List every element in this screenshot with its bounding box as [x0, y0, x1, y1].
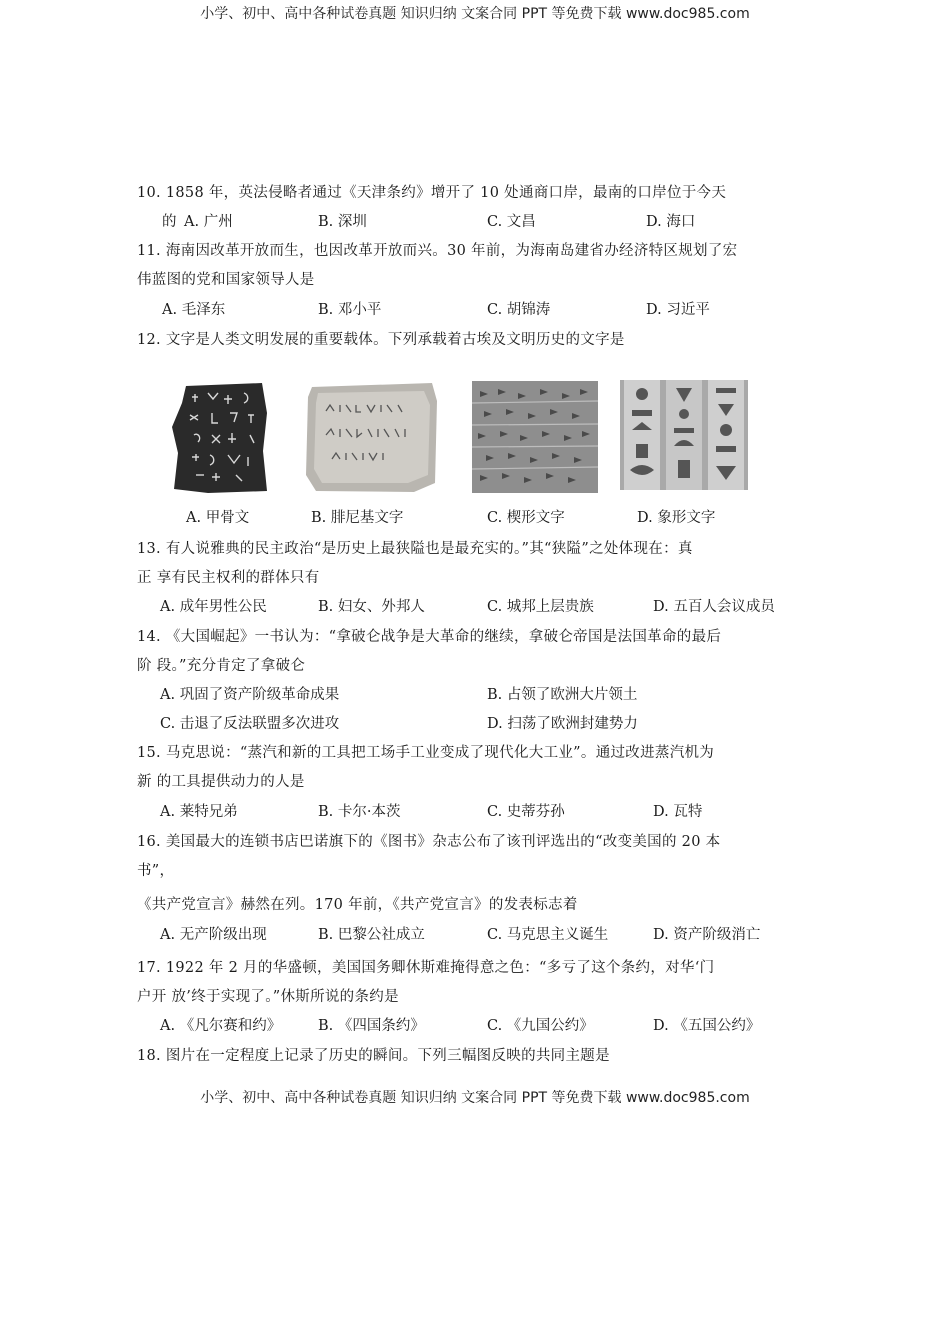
q18-stem-line1: 18. 图片在一定程度上记录了历史的瞬间。下列三幅图反映的共同主题是: [137, 1048, 610, 1064]
q12-option-c[interactable]: C. 楔形文字: [487, 510, 565, 526]
q12-option-a[interactable]: A. 甲骨文: [186, 510, 250, 526]
q17-stem-line1: 17. 1922 年 2 月的华盛顿，美国国务卿休斯难掩得意之色：“多亏了这个条约，对华‘门: [137, 960, 715, 976]
q15-stem-line2: 新 的工具提供动力的人是: [137, 774, 305, 790]
q15-option-b[interactable]: B. 卡尔·本茨: [318, 804, 401, 820]
q13-option-a[interactable]: A. 成年男性公民: [160, 599, 267, 615]
hieroglyphs-image: [620, 380, 748, 490]
q11-option-c[interactable]: C. 胡锦涛: [487, 302, 551, 318]
q16-option-c[interactable]: C. 马克思主义诞生: [487, 927, 609, 943]
q10-option-d[interactable]: D. 海口: [646, 214, 696, 230]
q15-option-a[interactable]: A. 莱特兄弟: [160, 804, 238, 820]
q13-option-d[interactable]: D. 五百人会议成员: [653, 599, 775, 615]
cuneiform-tablet-image: [472, 381, 598, 493]
q14-option-d[interactable]: D. 扫荡了欧洲封建势力: [487, 716, 638, 732]
q16-option-d[interactable]: D. 资产阶级消亡: [653, 927, 761, 943]
q16-stem-line1: 16. 美国最大的连锁书店巴诺旗下的《图书》杂志公布了该刊评选出的“改变美国的 20 本: [137, 834, 721, 850]
q16-stem-line2: 书”，: [137, 863, 175, 879]
q16-option-a[interactable]: A. 无产阶级出现: [160, 927, 267, 943]
q17-option-b[interactable]: B. 《四国条约》: [318, 1018, 425, 1034]
q14-stem-line1: 14. 《大国崛起》一书认为：“拿破仑战争是大革命的继续，拿破仑帝国是法国革命的最后: [137, 629, 722, 645]
phoenician-inscription-image: [304, 383, 438, 493]
q12-stem-line1: 12. 文字是人类文明发展的重要载体。下列承载着古埃及文明历史的文字是: [137, 332, 625, 348]
q11-stem-line1: 11. 海南因改革开放而生，也因改革开放而兴。30 年前，为海南岛建省办经济特区规划了宏: [137, 243, 738, 259]
q17-stem-line2: 户开 放’终于实现了。”休斯所说的条约是: [137, 989, 399, 1005]
q13-stem-line1: 13. 有人说雅典的民主政治“是历史上最狭隘也是最充实的。”其“狭隘”之处体现在：真: [137, 541, 693, 557]
q17-option-c[interactable]: C. 《九国公约》: [487, 1018, 594, 1034]
q11-option-b[interactable]: B. 邓小平: [318, 302, 382, 318]
q10-option-c[interactable]: C. 文昌: [487, 214, 536, 230]
q10-stem-prefix: 的: [162, 214, 177, 230]
q12-option-b[interactable]: B. 腓尼基文字: [311, 510, 404, 526]
q16-stem-line3: 《共产党宣言》赫然在列。170 年前，《共产党宣言》的发表标志着: [137, 897, 578, 913]
q13-option-c[interactable]: C. 城邦上层贵族: [487, 599, 594, 615]
q11-option-a[interactable]: A. 毛泽东: [162, 302, 226, 318]
q17-option-a[interactable]: A. 《凡尔赛和约》: [160, 1018, 282, 1034]
q15-stem-line1: 15. 马克思说：“蒸汽和新的工具把工场手工业变成了现代化大工业”。通过改进蒸汽机为: [137, 745, 715, 761]
page-footer: 小学、初中、高中各种试卷真题 知识归纳 文案合同 PPT 等免费下载 www.doc985.com: [200, 1090, 750, 1106]
q13-stem-line2: 正 享有民主权利的群体只有: [137, 570, 320, 586]
oracle-bone-script-image: [172, 383, 268, 494]
q15-option-d[interactable]: D. 瓦特: [653, 804, 703, 820]
q14-option-a[interactable]: A. 巩固了资产阶级革命成果: [160, 687, 340, 703]
q14-option-b[interactable]: B. 占领了欧洲大片领土: [487, 687, 638, 703]
q11-option-d[interactable]: D. 习近平: [646, 302, 710, 318]
q13-option-b[interactable]: B. 妇女、外邦人: [318, 599, 425, 615]
q14-stem-line2: 阶 段。”充分肯定了拿破仑: [137, 658, 306, 674]
q15-option-c[interactable]: C. 史蒂芬孙: [487, 804, 565, 820]
q16-option-b[interactable]: B. 巴黎公社成立: [318, 927, 425, 943]
page-header: 小学、初中、高中各种试卷真题 知识归纳 文案合同 PPT 等免费下载 www.doc985.com: [200, 6, 750, 22]
q11-stem-line2: 伟蓝图的党和国家领导人是: [137, 272, 315, 288]
q10-option-a[interactable]: A. 广州: [184, 214, 233, 230]
q10-stem-line1: 10. 1858 年，英法侵略者通过《天津条约》增开了 10 处通商口岸，最南的口岸位于今天: [137, 185, 727, 201]
q17-option-d[interactable]: D. 《五国公约》: [653, 1018, 761, 1034]
q14-option-c[interactable]: C. 击退了反法联盟多次进攻: [160, 716, 340, 732]
q10-option-b[interactable]: B. 深圳: [318, 214, 367, 230]
q12-option-d[interactable]: D. 象形文字: [637, 510, 716, 526]
